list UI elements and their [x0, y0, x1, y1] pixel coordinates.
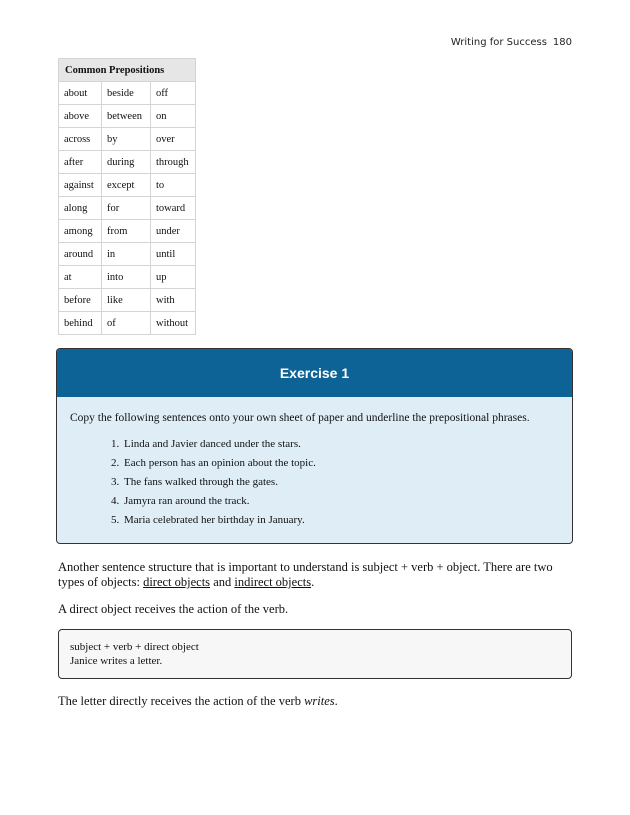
table-cell: among: [59, 220, 102, 243]
table-cell: after: [59, 151, 102, 174]
table-row: [59, 289, 196, 312]
table-cell: under: [151, 220, 196, 243]
page-header: [451, 37, 572, 48]
table-row: [59, 128, 196, 151]
table-row: [59, 174, 196, 197]
table-cell: off: [151, 82, 196, 105]
example-formula: subject + verb + direct object: [70, 641, 199, 653]
table-row: [59, 312, 196, 335]
table-body: [59, 82, 196, 335]
emphasis-writes: writes: [304, 694, 335, 708]
running-title: Writing for Success: [450, 37, 547, 48]
table-cell: without: [151, 312, 196, 335]
table-row: [59, 151, 196, 174]
table-cell: to: [151, 174, 196, 197]
example-box: [58, 629, 572, 679]
table-row: [59, 266, 196, 289]
exercise-item: 2. Each person has an opinion about the topic.: [122, 454, 572, 473]
paragraph-objects: Another sentence structure that is important to understand is subject + verb + object. There are two types of objects: direct objects and indirect objects.: [58, 560, 553, 589]
exercise-item: 5. Maria celebrated her birthday in January.: [122, 511, 572, 530]
exercise-title: Exercise 1: [57, 349, 572, 397]
table-cell: like: [102, 289, 151, 312]
table-cell: around: [59, 243, 102, 266]
example-sentence: Janice writes a letter.: [70, 655, 163, 667]
exercise-item: 4. Jamyra ran around the track.: [122, 492, 572, 511]
table-row: [59, 105, 196, 128]
table-row: [59, 197, 196, 220]
table-cell: between: [102, 105, 151, 128]
table-cell: above: [59, 105, 102, 128]
link-indirect-objects[interactable]: indirect objects: [234, 575, 312, 589]
table-cell: about: [59, 82, 102, 105]
table-row: [59, 82, 196, 105]
table-cell: across: [59, 128, 102, 151]
table-cell: except: [102, 174, 151, 197]
table-cell: on: [151, 105, 196, 128]
table-cell: by: [102, 128, 151, 151]
exercise-instructions: Copy the following sentences onto your own sheet of paper and underline the prepositional phrases.: [70, 412, 530, 424]
table-cell: behind: [59, 312, 102, 335]
paragraph-direct-object: A direct object receives the action of the verb.: [58, 602, 289, 616]
table-cell: toward: [151, 197, 196, 220]
exercise-box: [56, 348, 573, 544]
table-row: [59, 220, 196, 243]
table-cell: before: [59, 289, 102, 312]
table-cell: beside: [102, 82, 151, 105]
exercise-item: 3. The fans walked through the gates.: [122, 473, 572, 492]
table-cell: over: [151, 128, 196, 151]
table-cell: for: [102, 197, 151, 220]
exercise-item: 1. Linda and Javier danced under the stars.: [122, 435, 572, 454]
link-direct-objects[interactable]: direct objects: [143, 575, 211, 589]
table-cell: against: [59, 174, 102, 197]
table-row: [59, 243, 196, 266]
prepositions-table: [58, 58, 196, 335]
table-cell: in: [102, 243, 151, 266]
table-cell: along: [59, 197, 102, 220]
table-cell: up: [151, 266, 196, 289]
table-cell: during: [102, 151, 151, 174]
table-header: Common Prepositions: [59, 59, 196, 82]
exercise-list: [57, 435, 572, 530]
table-cell: through: [151, 151, 196, 174]
table-cell: into: [102, 266, 151, 289]
page-number: 180: [552, 37, 572, 48]
table-cell: until: [151, 243, 196, 266]
table-cell: from: [102, 220, 151, 243]
table-cell: with: [151, 289, 196, 312]
paragraph-letter: The letter directly receives the action of the verb writes.: [58, 694, 338, 708]
table-cell: at: [59, 266, 102, 289]
table-cell: of: [102, 312, 151, 335]
